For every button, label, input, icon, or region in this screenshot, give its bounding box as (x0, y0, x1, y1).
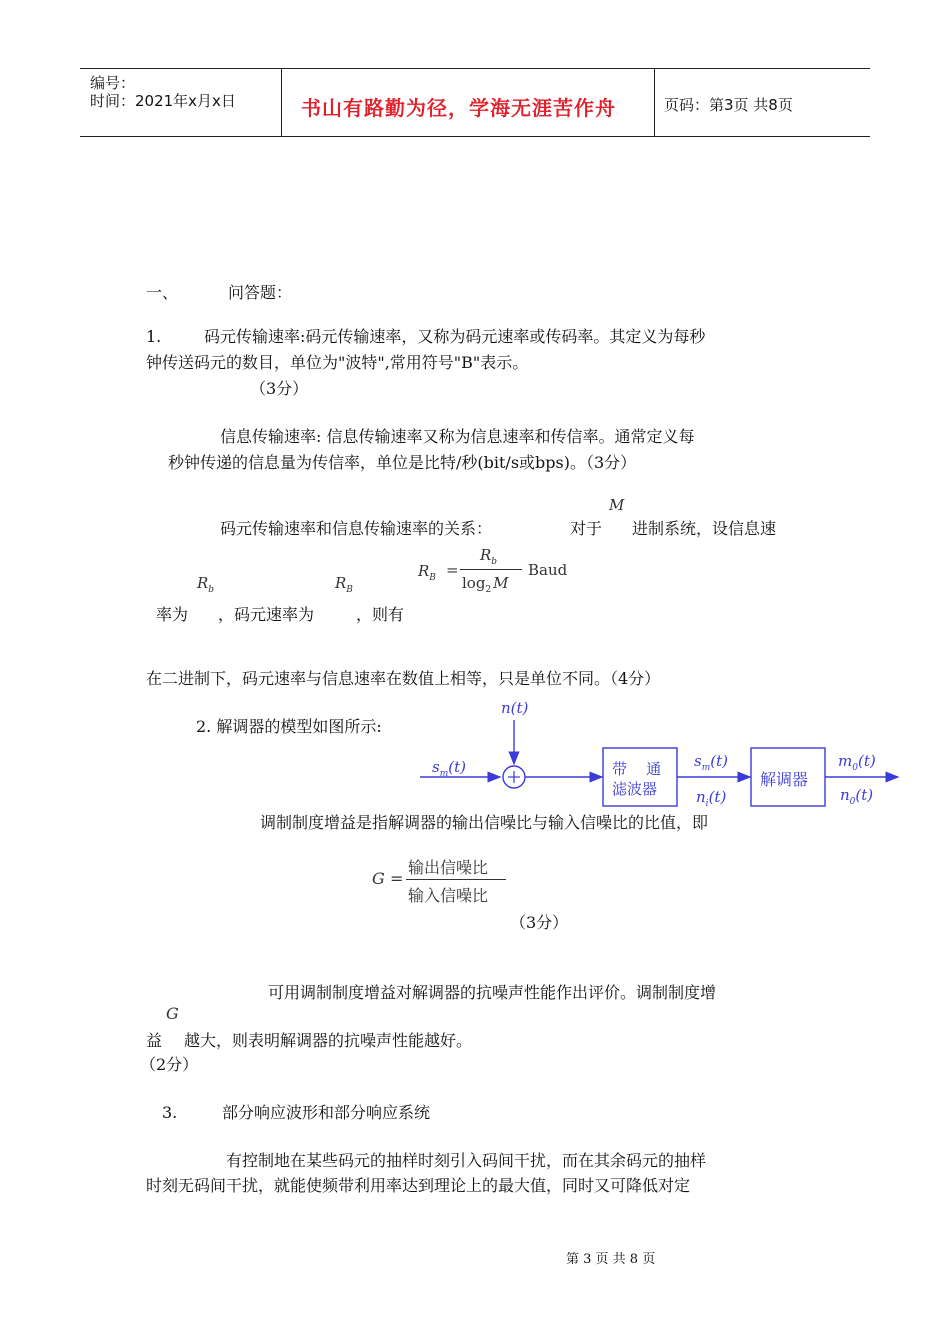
q2-score1: （3分） (510, 913, 569, 932)
q1-para2-line1: 信息传输速率: 信息传输速率又称为信息速率和传信率。通常定义每 (220, 427, 695, 446)
header-divider-right (654, 68, 655, 136)
q2-para2-line1: 可用调制制度增益对解调器的抗噪声性能作出评价。调制制度增 (268, 983, 717, 1002)
header-motto: 书山有路勤为径，学海无涯苦作舟 (301, 96, 616, 120)
demodulator-label: 解调器 (760, 770, 809, 789)
formula-eq: = (446, 561, 459, 579)
q3-title: 部分响应波形和部分响应系统 (222, 1103, 431, 1122)
header-code-label: 编号： (90, 74, 136, 92)
math-M: M (609, 496, 625, 514)
output-signal-label: $m_0(t)$ (838, 752, 876, 773)
q2-intro: 2. 解调器的模型如图所示: (196, 717, 382, 736)
q1-para1-line1: 码元传输速率:码元传输速率，又称为码元速率或传码率。其定义为每秒 (204, 327, 706, 346)
diagram-lines (420, 690, 910, 810)
math-G: G (166, 1004, 179, 1023)
q1-number: 1. (146, 327, 162, 346)
q1-para3-line2-c: ，则有 (356, 605, 405, 624)
noise-label: n(t) (501, 699, 529, 717)
formula-denominator: $\log_2 M$ (462, 574, 509, 595)
q3-number: 3. (162, 1103, 178, 1122)
q1-para1-line2: 钟传送码元的数目，单位为"波特",常用符号"B"表示。 (146, 353, 529, 372)
mid-noise-label: $n_i(t)$ (696, 788, 727, 809)
q1-para2-line2: 秒钟传递的信息量为传信率，单位是比特/秒(bit/s或bps)。（3分） (168, 453, 637, 472)
input-signal-label: $s_m(t)$ (432, 758, 466, 779)
q1-para3-line2-b: ，码元速率为 (218, 605, 315, 624)
formula-lhs: $R_B$ (418, 562, 436, 583)
output-noise-label: $n_0(t)$ (840, 786, 874, 807)
q2-para2-line2-a: 益 (146, 1031, 163, 1050)
mid-signal-label: $s_m(t)$ (694, 752, 728, 773)
gain-formula-numerator: 输出信噪比 (408, 858, 489, 877)
filter-label-line1: 带 通 (612, 760, 662, 778)
gain-formula-bar (406, 879, 506, 880)
formula-numerator: $R_b$ (480, 546, 498, 567)
section-title: 问答题： (228, 283, 293, 302)
page-footer: 第 3 页 共 8 页 (566, 1252, 656, 1267)
gain-formula-denominator: 输入信噪比 (408, 886, 489, 905)
q3-para1-line1: 有控制地在某些码元的抽样时刻引入码间干扰，而在其余码元的抽样 (226, 1151, 707, 1170)
q1-para1-score: （3分） (250, 379, 309, 398)
math-RB: $R_B$ (335, 574, 353, 595)
q1-para3-line2-a: 率为 (156, 605, 189, 624)
filter-label-line2: 滤波器 (612, 780, 658, 798)
formula-unit: Baud (528, 561, 568, 579)
math-Rb: $R_b$ (197, 574, 215, 595)
q2-para1: 调制制度增益是指解调器的输出信噪比与输入信噪比的比值，即 (260, 813, 709, 832)
header-date: 时间：2021年x月x日 (90, 92, 236, 110)
section-number: 一、 (146, 283, 179, 302)
q1-para3-part2: 对于 (570, 519, 603, 538)
q2-score2: （2分） (140, 1055, 199, 1074)
q2-para2-line2-b: 越大，则表明解调器的抗噪声性能越好。 (184, 1031, 473, 1050)
q1-para4: 在二进制下，码元速率与信息速率在数值上相等，只是单位不同。（4分） (146, 669, 661, 688)
header-top-rule (80, 68, 870, 69)
header-bottom-rule (80, 136, 870, 137)
header-divider-left (281, 68, 282, 136)
q1-para3-part1: 码元传输速率和信息传输速率的关系： (220, 519, 493, 538)
q1-para3-part3: 进制系统，设信息速 (632, 519, 777, 538)
gain-formula-eq: = (390, 869, 404, 888)
q3-para1-line2: 时刻无码间干扰，就能使频带利用率达到理论上的最大值，同时又可降低对定 (146, 1176, 691, 1195)
formula-fraction-bar (460, 569, 522, 570)
header-page-info: 页码：第3页 共8页 (664, 96, 793, 114)
gain-formula-lhs: G (372, 869, 385, 888)
